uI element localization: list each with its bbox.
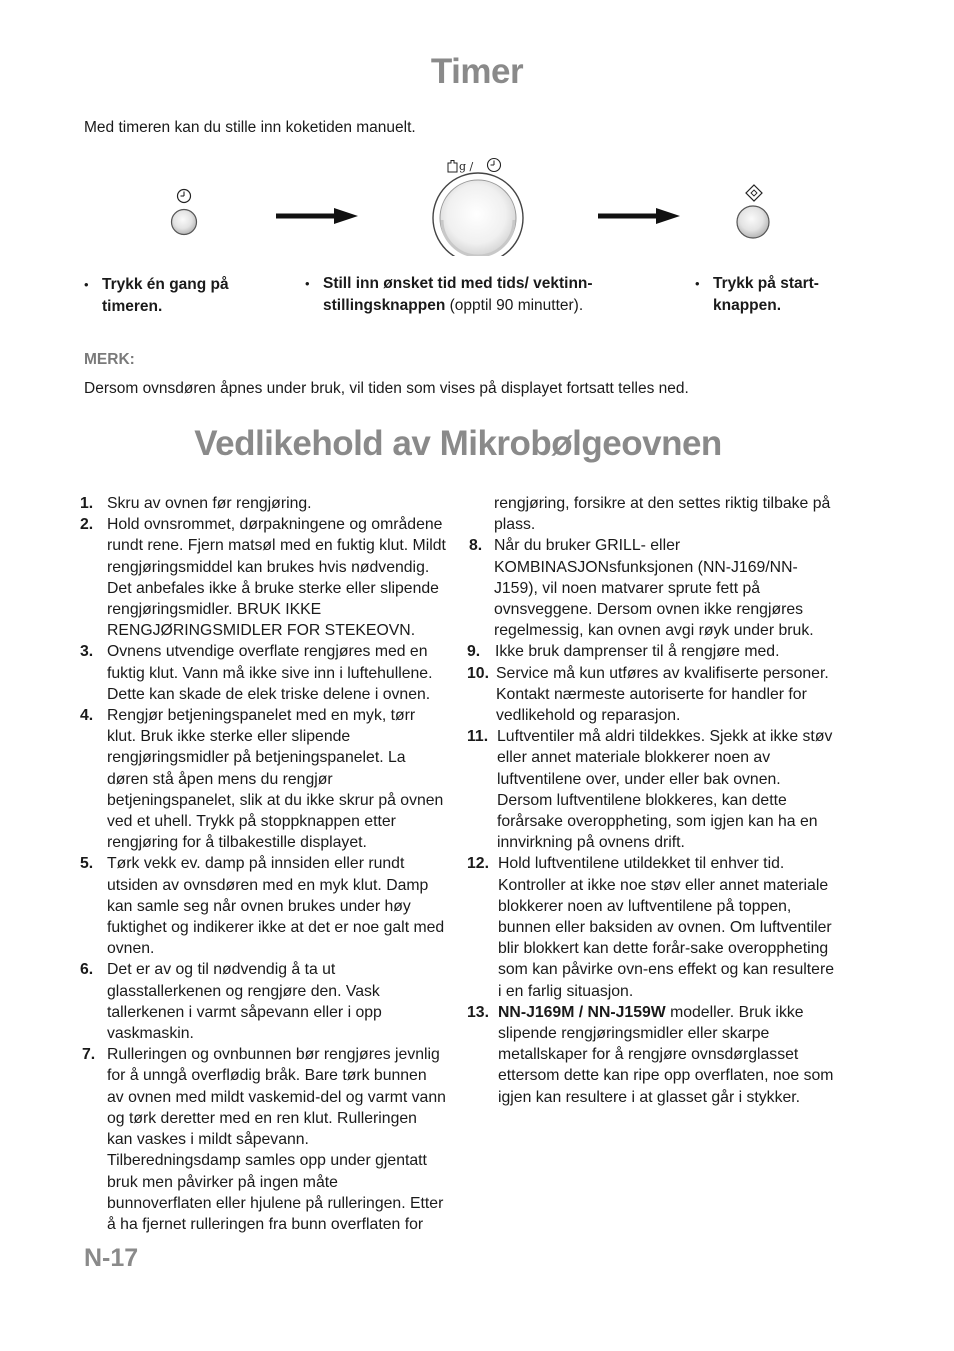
page-title-maintenance: Vedlikehold av Mikrobølgeovnen: [194, 424, 722, 463]
note-text: Dersom ovnsdøren åpnes under bruk, vil tiden som vises på displayet fortsatt telles ned.: [84, 380, 689, 397]
list-item: 4. Rengjør betjeningspanelet med en myk, tørr klut. Bruk ikke sterke eller slipende rengjøringsmidler på betjeningspanelet. La døren stå åpen mens du rengjør betjeningspanelet, slik at du ikke skrur på ovnen ved et uhell. Trykk på stoppknappen etter rengjøring for å tilbakestille displayet.: [80, 707, 444, 852]
list-item: 9. Ikke bruk damprenser til å rengjøre med.: [467, 643, 780, 661]
weight-icon: [448, 161, 457, 173]
timer-diagram: [150, 148, 850, 256]
dial-label: g /: [459, 160, 474, 173]
list-item: 12. Hold luftventilene utildekket til enhver tid. Kontroller at ikke noe støv eller annet materiale blokkerer noen av luftventilene på toppen, bunnen eller baksiden av ovnen. Om luftventiler blir blokkert kan dette forår-sake overoppheting som kan påvirke ovn-ens effekt og kan resultere i en farlig situasjon.: [467, 855, 835, 1000]
note-label: MERK:: [84, 351, 135, 368]
timer-intro: Med timeren kan du stille inn koketiden manuelt.: [84, 119, 416, 136]
start-diamond-icon: [746, 185, 762, 201]
timer-clock-icon: [488, 159, 501, 172]
arrow-right-icon: [598, 208, 680, 224]
timer-clock-icon: [178, 190, 191, 203]
list-item: 13. NN-J169M / NN-J159W modeller. Bruk ikke slipende rengjøringsmidler eller skarpe metallskaper for å rengjøre ovnsdørglasset ettersom dette kan ripe opp overflaten, noe som igjen kan resultere i at glasset går i stykker.: [467, 1003, 834, 1106]
list-item: 5. Tørk vekk ev. damp på innsiden eller rundt utsiden av ovnsdøren med en myk klut. Damp kan samle seg når ovnen brukes under høy fuktighet og indikerer ikke at det er noe galt med ovnen.: [80, 855, 445, 958]
timer-step-2: • Still inn ønsket tid med tids/ vektinn-stillingsknappen (opptil 90 minutter).: [305, 275, 593, 314]
list-item: 2. Hold ovnsrommet, dørpakningene og områdene rundt rene. Fjern matsøl med en fuktig klut. Mildt rengjøringsmiddel kan brukes hvis nødvendig. Det anbefales ikke å bruke sterke eller slipende rengjøringsmidler. BRUK IKKE RENGJØRINGSMIDLER FOR STEKEOVN.: [80, 516, 446, 640]
timer-step-1: • Trykk én gang på timeren.: [84, 276, 229, 315]
maintenance-column-right: [467, 493, 839, 1108]
list-item-continuation: rengjøring, forsikre at den settes riktig tilbake på plass.: [494, 495, 831, 534]
page-title-timer: Timer: [430, 52, 524, 91]
list-item: 7. Rulleringen og ovnbunnen bør rengjøres jevnlig for å unngå overflødig bråk. Bare tørk bunnen av ovnen med mildt vaskemid-del og varmt vann og tørk deretter med en ren klut. Rulleringen kan vaskes i mildt såpevann. Tilberedningsdamp samles opp under gjentatt bruk men påvirker på ingen måte bunnoverflaten eller hjulene på rulleringen. Etter å ha fjernet rulleringen fra bunn overflaten for: [82, 1046, 446, 1233]
list-item: 1. Skru av ovnen før rengjøring.: [80, 495, 312, 512]
list-item: 11. Luftventiler må aldri tildekkes. Sjekk at ikke støv eller annet materiale blokkerer noen av luftventilene over, under eller bak ovnen. Dersom luftventilene blokkeres, kan dette forårsake overoppheting, som igjen kan ha en innvirkning på ovnens drift.: [467, 728, 833, 852]
list-item: 10. Service må kun utføres av kvalifiserte personer. Kontakt nærmeste autoriserte for handler for vedlikehold og reparasjon.: [467, 664, 829, 725]
page-number: N-17: [84, 1244, 139, 1272]
arrow-right-icon: [276, 208, 358, 224]
start-button[interactable]: [737, 206, 769, 238]
list-item: 3. Ovnens utvendige overflate rengjøres med en fuktig klut. Vann må ikke sive inn i luftehullene. Dette kan skade de elek triske delene i ovnen.: [80, 643, 433, 703]
timer-button[interactable]: [172, 210, 197, 235]
time-weight-dial[interactable]: [433, 173, 523, 256]
timer-step-3: • Trykk på start-knappen.: [695, 275, 819, 314]
maintenance-column-left: [80, 493, 446, 1235]
list-item: 6. Det er av og til nødvendig å ta ut glasstallerkenen og rengjøre den. Vask tallerkenen i varmt såpevann eller i opp vaskmaskin.: [80, 961, 382, 1043]
list-item: 8. Når du bruker GRILL- eller KOMBINASJONsfunksjonen (NN-J169/NN-J159), vil noen matvarer sprute fett på ovnsveggene. Dersom ovnen ikke rengjøres regelmessig, kan ovnen avgi røyk under bruk.: [469, 537, 814, 640]
